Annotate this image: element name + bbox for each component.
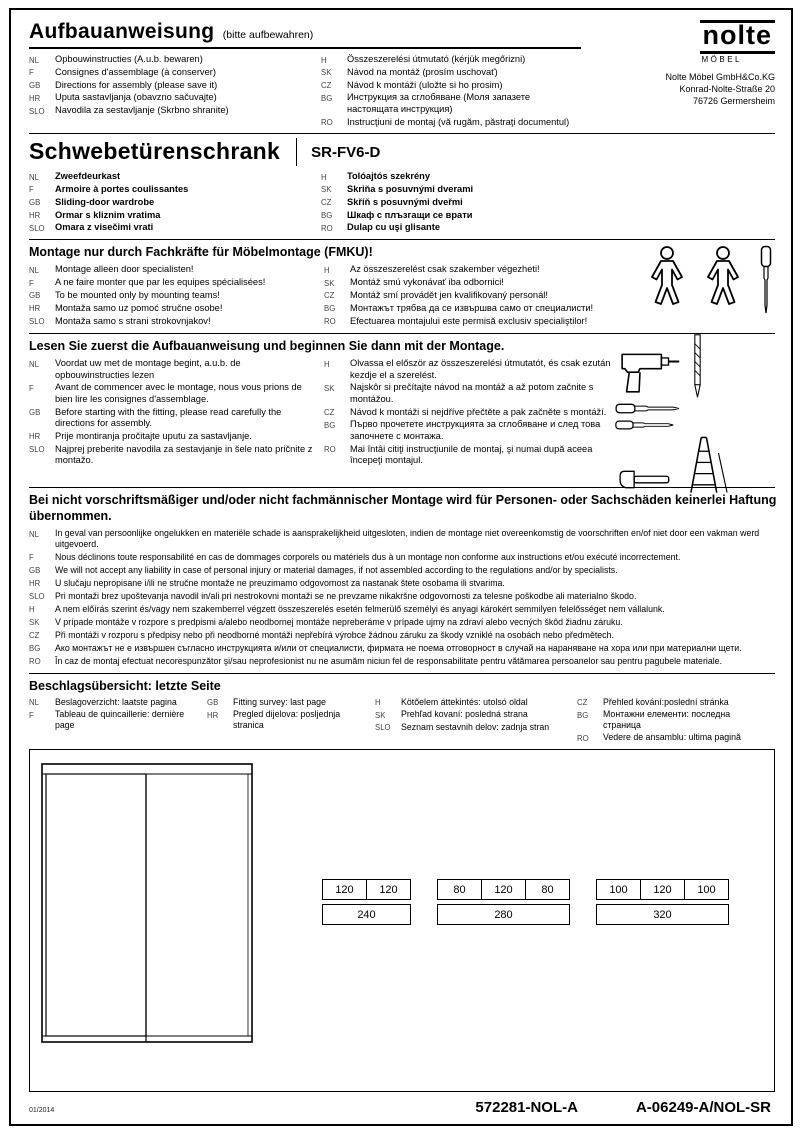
- language-item: [324, 382, 634, 405]
- language-code: BG: [324, 304, 336, 314]
- fmku-icons: [645, 245, 775, 315]
- language-item: [29, 697, 207, 708]
- language-item: [324, 316, 634, 327]
- language-code: NL: [29, 55, 39, 65]
- language-item: [321, 184, 631, 195]
- company-address: [575, 71, 775, 107]
- language-text: Tolóajtós szekrény: [347, 171, 431, 182]
- screwdriver-icon: [615, 401, 681, 416]
- language-column-right: [321, 54, 583, 129]
- language-code: NL: [29, 359, 39, 369]
- header: [29, 20, 775, 129]
- language-code: RO: [324, 317, 336, 327]
- language-code: F: [29, 710, 34, 720]
- dimension-table: [322, 879, 411, 925]
- language-item: [29, 431, 324, 442]
- tool-row: [615, 418, 775, 432]
- language-item: [29, 171, 321, 182]
- language-code: NL: [29, 529, 39, 539]
- dimension-tables: [322, 879, 729, 925]
- language-column-left: [29, 54, 321, 129]
- language-item: [577, 732, 775, 743]
- language-code: F: [29, 383, 34, 393]
- language-item: [324, 277, 634, 288]
- language-text: Prehľad kovaní: posledná strana: [401, 709, 528, 720]
- language-text: Directions for assembly (please save it): [55, 79, 218, 90]
- language-text: Omara z visečimi vrati: [55, 222, 154, 233]
- title-underline: [29, 20, 581, 49]
- language-text: Montáž smú vykonávať iba odbornici!: [350, 277, 504, 288]
- language-item: [29, 382, 324, 405]
- language-item: [321, 92, 583, 115]
- language-code: SK: [321, 185, 332, 195]
- dimension-diagram: [29, 749, 775, 1092]
- language-text: Skříň s posuvnými dveřmi: [347, 196, 463, 207]
- dimension-table: [437, 879, 570, 925]
- language-code: BG: [577, 710, 589, 720]
- language-code: HR: [29, 432, 41, 442]
- brand-block: [575, 20, 775, 107]
- language-code: SK: [321, 68, 332, 78]
- language-item: [375, 709, 577, 720]
- fmku-section: [29, 243, 775, 329]
- language-item: [29, 92, 321, 103]
- language-code: F: [29, 278, 34, 288]
- language-item: [29, 222, 321, 233]
- dimension-cell: 100: [596, 879, 641, 900]
- language-code: SLO: [29, 317, 45, 327]
- footer-date: 01/2014: [29, 1107, 55, 1114]
- language-text: Vedere de ansamblu: ultima pagină: [603, 732, 741, 743]
- language-item: [321, 80, 583, 91]
- address-line: Konrad-Nolte-Straße 20: [679, 83, 775, 94]
- language-text: In geval van persoonlijke ongelukken en materiële schade is aansprakelijkheid uitgesloten, indien de montage niet overeenkomstig de voorschriften en/of niet door een vakman werd uitgevoerd.: [55, 528, 760, 550]
- language-item: [29, 565, 775, 576]
- fitting-survey-section: [29, 677, 775, 745]
- language-code: HR: [29, 579, 41, 589]
- language-code: HR: [29, 304, 41, 314]
- language-code: CZ: [324, 291, 335, 301]
- language-text: Opbouwinstructies (A.u.b. bewaren): [55, 54, 203, 64]
- language-item: [29, 656, 775, 667]
- person-icon: [701, 245, 745, 307]
- language-text: Beslagoverzicht: laatste pagina: [55, 696, 177, 707]
- language-text: We will not accept any liability in case of personal injury or material damages, if not assembled according to the regulations and/or by specialists.: [55, 564, 618, 575]
- language-code: HR: [207, 710, 219, 720]
- language-text: Návod k montáži (uložte si ho prosim): [347, 79, 503, 90]
- read-first-heading: Lesen Sie zuerst die Aufbauanweisung und beginnen Sie dann mit der Montage.: [29, 339, 505, 354]
- dimension-cell: 120: [481, 879, 526, 900]
- language-item: [207, 709, 375, 730]
- language-text: A nem előírás szerint és/vagy nem szakemberrel végzett összeszerelés esetén felmerülő személyi és anyagi károkért semmilyen felelősséget nem vállalunk.: [55, 603, 665, 614]
- language-text: Инструкция за сглобяване (Моля запазете настоящата инструкция): [347, 92, 531, 114]
- language-column-right: [324, 358, 634, 467]
- dimension-cell: 80: [437, 879, 482, 900]
- language-text: Tableau de quincaillerie: dernière page: [55, 709, 185, 731]
- language-code: SLO: [29, 223, 45, 233]
- language-item: [29, 407, 324, 430]
- language-code: NL: [29, 172, 39, 182]
- language-text: Pri montaži brez upoštevanja navodil in/ali pri nestrokovni montaži se ne prevzame nikakršne odgovornosti za telesne poškodbe ali materialno škodo.: [55, 590, 637, 601]
- language-item: [324, 303, 634, 314]
- dimension-cell: 120: [366, 879, 411, 900]
- language-code: H: [324, 265, 330, 275]
- product-model: SR-FV6-D: [311, 143, 381, 161]
- dimension-cell: 120: [322, 879, 367, 900]
- language-code: SLO: [29, 106, 45, 116]
- language-item: [29, 617, 775, 628]
- language-code: BG: [321, 93, 333, 103]
- fitting-column-3: [375, 697, 577, 745]
- language-code: NL: [29, 698, 39, 708]
- language-item: [29, 528, 775, 549]
- language-code: BG: [321, 211, 333, 221]
- dimension-total: 320: [596, 904, 729, 925]
- dimension-table: [596, 879, 729, 925]
- language-text: Montaža samo s strani strokovnjakov!: [55, 315, 211, 326]
- language-code: GB: [207, 698, 219, 708]
- language-code: CZ: [324, 408, 335, 418]
- address-line: Nolte Möbel GmbH&Co.KG: [665, 71, 775, 82]
- language-column-left: [29, 358, 324, 467]
- product-title-row: [29, 138, 775, 166]
- language-item: [29, 316, 324, 327]
- language-text: Montage alleen door specialisten!: [55, 264, 194, 275]
- language-column-right: [324, 264, 634, 328]
- language-text: Ако монтажът не е извършен съгласно инструкцията и/или от специалисти, фирмата не поема отговорност в случай на нараняване на хора или при материални щети.: [55, 642, 742, 653]
- language-column-left: [29, 264, 324, 328]
- language-code: NL: [29, 265, 39, 275]
- nolte-logo-text: nolte: [700, 20, 776, 54]
- language-text: Skriňa s posuvnými dverami: [347, 183, 474, 194]
- language-code: CZ: [577, 698, 588, 708]
- screwdriver-icon: [757, 245, 775, 315]
- language-text: Najskôr si prečítajte návod na montáž a až potom začnite s montážou.: [350, 382, 594, 404]
- section-divider: [29, 673, 775, 674]
- screwdriver-icon: [615, 418, 675, 432]
- dimension-cells: [437, 879, 570, 900]
- language-code: GB: [29, 408, 41, 418]
- language-item: [321, 222, 631, 233]
- language-code: GB: [29, 198, 41, 208]
- language-code: SLO: [375, 723, 391, 733]
- wardrobe-drawing: [38, 760, 258, 1048]
- language-text: Montaža samo uz pomoć stručne osobe!: [55, 302, 223, 313]
- drill-icon: [615, 349, 681, 399]
- language-item: [321, 67, 583, 78]
- product-language-list: [29, 171, 775, 235]
- language-code: GB: [29, 291, 41, 301]
- language-code: F: [29, 68, 34, 78]
- language-item: [324, 419, 634, 442]
- language-code: H: [375, 698, 381, 708]
- language-item: [577, 697, 775, 708]
- language-text: Dulap cu uşi glisante: [347, 222, 440, 233]
- language-text: Seznam sestavnih delov: zadnja stran: [401, 721, 550, 732]
- language-text: Návod na montáž (prosím uschovať): [347, 66, 498, 77]
- dimension-cell: 120: [640, 879, 685, 900]
- language-code: RO: [577, 733, 589, 743]
- language-item: [29, 264, 324, 275]
- language-code: RO: [324, 445, 336, 454]
- language-text: V prípade montáže v rozpore s predpismi a/alebo neodbornej montáže nepreberáme v prípade ujmy na zdraví alebo vecných škôd žiadnu záruku.: [55, 616, 623, 627]
- language-code: H: [29, 605, 35, 615]
- fitting-columns: [29, 697, 775, 745]
- language-text: Fitting survey: last page: [233, 696, 326, 707]
- language-item: [29, 277, 324, 288]
- tool-row: [615, 333, 775, 399]
- nolte-logo: [700, 20, 776, 64]
- language-item: [29, 444, 324, 467]
- language-text: A ne faire monter que par les equipes spécialisées!: [55, 277, 266, 288]
- language-text: Mai întâi citiţi instrucţiunile de montaj, şi numai după aceea începeţi montajul.: [350, 443, 593, 465]
- language-code: SLO: [29, 445, 45, 454]
- language-text: Přehled kování:poslední stránka: [603, 696, 729, 707]
- language-text: Voordat uw met de montage begint, a.u.b. de opbouwinstructies lezen: [55, 358, 241, 380]
- dimension-cells: [596, 879, 729, 900]
- fitting-column-1: [29, 697, 207, 745]
- address-line: 76726 Germersheim: [692, 95, 775, 106]
- language-code: CZ: [321, 198, 332, 208]
- language-text: Ormar s kliznim vratima: [55, 209, 161, 220]
- moebel-label: MÖBEL: [701, 54, 743, 64]
- language-text: Uputa sastavljanja (obavzno sačuvajte): [55, 92, 217, 103]
- language-item: [324, 290, 634, 301]
- language-item: [29, 105, 321, 116]
- tool-row: [615, 401, 775, 416]
- dimension-total: 240: [322, 904, 411, 925]
- product-title: Schwebetürenschrank: [29, 138, 297, 166]
- language-item: [29, 303, 324, 314]
- language-code: HR: [29, 211, 41, 221]
- person-icon: [645, 245, 689, 307]
- dimension-cell: 100: [684, 879, 729, 900]
- tool-icons: [615, 333, 775, 498]
- language-code: CZ: [29, 631, 40, 641]
- language-item: [29, 210, 321, 221]
- language-text: To be mounted only by mounting teams!: [55, 289, 220, 300]
- section-divider: [29, 133, 775, 134]
- language-text: Při montáži v rozporu s předpisy nebo při neodborné montáži nepřebírá výrobce žádnou záruku za škody vzniklé na osobách nebo předmětech.: [55, 629, 614, 640]
- language-code: RO: [29, 657, 41, 667]
- dimension-total: 280: [437, 904, 570, 925]
- language-code: GB: [29, 81, 41, 91]
- language-item: [29, 184, 321, 195]
- ladder-icon: [683, 434, 735, 496]
- page-title: Aufbauanweisung: [29, 20, 215, 43]
- page-title-note: (bitte aufbewahren): [222, 29, 314, 41]
- language-code: SK: [324, 383, 335, 393]
- language-item: [29, 67, 321, 78]
- language-item: [324, 358, 634, 381]
- liability-section: [29, 491, 775, 669]
- language-item: [29, 54, 321, 65]
- language-code: H: [321, 55, 327, 65]
- footer-article-code: 572281-NOL-A: [475, 1099, 578, 1116]
- language-text: Първо прочетете инструкцията за сглобяване и след това започнете с монтажа.: [350, 419, 601, 441]
- language-code: SLO: [29, 592, 45, 602]
- language-code: RO: [321, 223, 333, 233]
- language-item: [29, 630, 775, 641]
- language-code: F: [29, 185, 34, 195]
- read-first-section: [29, 337, 775, 483]
- language-text: Prije montiranja pročitajte uputu za sastavljanje.: [55, 430, 252, 441]
- language-text: Avant de commencer avec le montage, nous vous prions de bien lire les consignes d'assemblage.: [55, 382, 302, 404]
- product-section: [29, 137, 775, 235]
- language-text: Instrucţiuni de montaj (vă rugăm, păstraţi documentul): [347, 116, 570, 127]
- language-text: Consignes d'assemblage (à conserver): [55, 66, 216, 77]
- language-text: În caz de montaj efectuat necorespunzător şi/sau neprofesionist nu ne asumăm niciun fel de responsabilitate pentru vătămarea persoanelor sau pentru pagubele materiale.: [55, 655, 723, 666]
- language-code: SK: [29, 618, 40, 628]
- language-item: [375, 722, 577, 733]
- language-item: [321, 171, 631, 182]
- language-text: Pregled dijelova: posljednja stranica: [233, 709, 341, 731]
- language-item: [29, 290, 324, 301]
- language-item: [29, 358, 324, 381]
- language-item: [375, 697, 577, 708]
- language-text: Armoire à portes coulissantes: [55, 183, 189, 194]
- language-code: RO: [321, 118, 333, 128]
- language-code: BG: [324, 420, 336, 430]
- language-text: Шкаф с плъзгащи се врати: [347, 209, 473, 220]
- language-text: Sliding-door wardrobe: [55, 196, 155, 207]
- language-column-left: [29, 171, 321, 235]
- language-text: Összeszerelési útmutató (kérjük megőrizni): [347, 54, 526, 64]
- language-column-right: [321, 171, 631, 235]
- language-item: [29, 80, 321, 91]
- language-code: H: [321, 172, 327, 182]
- language-text: Montáž smí provádět jen kvalifikovaný personál!: [350, 289, 548, 300]
- footer-document-code: A-06249-A/NOL-SR: [635, 1099, 771, 1116]
- language-code: CZ: [321, 81, 332, 91]
- language-item: [321, 210, 631, 221]
- language-item: [207, 697, 375, 708]
- language-text: Zweefdeurkast: [55, 171, 121, 182]
- language-code: SK: [375, 710, 386, 720]
- language-text: Az összeszerelést csak szakember végezheti!: [350, 264, 540, 275]
- footer: [29, 1099, 775, 1116]
- language-item: [29, 197, 321, 208]
- language-item: [29, 578, 775, 589]
- language-text: Before starting with the fitting, please read carefully the directions for assembly.: [55, 406, 282, 428]
- language-item: [29, 591, 775, 602]
- language-text: Монтажни елементи: последна страница: [603, 709, 731, 731]
- language-item: [324, 444, 634, 467]
- language-item: [29, 552, 775, 563]
- language-item: [321, 117, 583, 128]
- tool-row: [615, 434, 775, 496]
- language-text: U slučaju nepropisane i/ili ne stručne montaže ne preuzimamo odgovornost za nastanak štete osobama ili stvarima.: [55, 577, 505, 588]
- fmku-heading: Montage nur durch Fachkräfte für Möbelmontage (FMKU)!: [29, 245, 373, 260]
- language-text: Efectuarea montajului este permisă exclusiv specialiştilor!: [350, 315, 588, 326]
- language-code: GB: [29, 566, 41, 576]
- language-text: Návod k montáži si nejdříve přečtěte a pak začněte s montáží.: [350, 406, 607, 417]
- language-code: F: [29, 553, 34, 563]
- language-text: Olvassa el először az összeszerelési útmutatót, és csak ezután kezdje el a szerelést.: [350, 358, 611, 380]
- language-code: BG: [29, 644, 41, 654]
- language-code: HR: [29, 93, 41, 103]
- language-text: Монтажът трябва да се извършва само от специалисти!: [350, 302, 594, 313]
- liability-items: [29, 528, 775, 666]
- language-text: Najprej preberite navodila za sestavjanje in šele nato pričnite z montažo.: [55, 443, 313, 465]
- dimension-cell: 80: [525, 879, 570, 900]
- language-item: [29, 709, 207, 730]
- language-item: [324, 264, 634, 275]
- language-item: [321, 54, 583, 65]
- fitting-column-4: [577, 697, 775, 745]
- hammer-icon: [615, 468, 673, 496]
- language-text: Navodila za sestavljanje (Skrbno shranite): [55, 105, 229, 116]
- language-item: [321, 197, 631, 208]
- liability-heading: Bei nicht vorschriftsmäßiger und/oder nicht fachmännischer Montage wird für Personen- oder Sachschäden keinerlei Haftung übernommen.: [29, 493, 777, 523]
- language-item: [577, 709, 775, 730]
- dimension-cells: [322, 879, 411, 900]
- language-text: Kötőelem áttekintés: utolsó oldal: [401, 696, 528, 707]
- language-item: [29, 643, 775, 654]
- fitting-heading: Beschlagsübersicht: letzte Seite: [29, 678, 221, 693]
- section-divider: [29, 239, 775, 240]
- fitting-column-2: [207, 697, 375, 745]
- language-item: [29, 604, 775, 615]
- language-code: SK: [324, 278, 335, 288]
- language-item: [324, 407, 634, 418]
- language-code: H: [324, 359, 330, 369]
- drill-bit-icon: [691, 333, 704, 399]
- language-text: Nous déclinons toute responsabilité en cas de dommages corporels ou matériels dus à un montage non conforme aux instructions et/ou exécuté incorrectement.: [55, 551, 681, 562]
- page-border: [9, 8, 793, 1126]
